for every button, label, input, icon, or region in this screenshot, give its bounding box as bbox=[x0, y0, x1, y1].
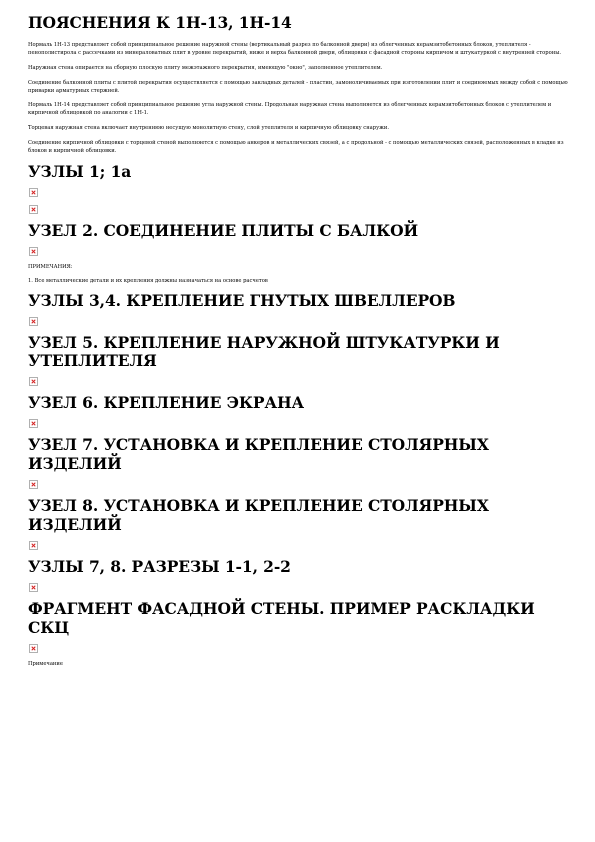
section-heading: УЗЛЫ 3,4. КРЕПЛЕНИЕ ГНУТЫХ ШВЕЛЛЕРОВ bbox=[28, 290, 456, 310]
section-heading: УЗЕЛ 2. СОЕДИНЕНИЕ ПЛИТЫ С БАЛКОЙ bbox=[28, 220, 419, 240]
intro-paragraph: Соединение кирпичной облицовки с торцевой стеной выполняется с помощью анкеров и металлических связей, а с продольной - с помощью металлических связей, расположенных в кладке из блоков и кирпичной облицовки. bbox=[28, 140, 564, 155]
section-note: ПРИМЕЧАНИЯ: bbox=[28, 263, 73, 270]
broken-image-icon[interactable] bbox=[29, 480, 38, 489]
broken-image-icon[interactable] bbox=[29, 541, 38, 550]
intro-paragraph: Нормаль 1Н-14 представляет собой принципиальное решение угла наружной стены. Продольная наружная стена выполняется из облегченных керамзитобетонных блоков с утеплителем и кирпичной облицовкой по аналогии с 1Н-1. bbox=[28, 102, 552, 117]
broken-image-icon[interactable] bbox=[29, 317, 38, 326]
section-heading: УЗЛЫ 1; 1а bbox=[28, 161, 132, 181]
intro-paragraph: Торцевая наружная стена включает внутреннюю несущую монолитную стену, слой утеплителя и кирпичную облицовку снаружи. bbox=[28, 125, 390, 132]
section-heading: УЗЕЛ 7. УСТАНОВКА И КРЕПЛЕНИЕ СТОЛЯРНЫХ ИЗДЕЛИЙ bbox=[28, 435, 489, 474]
section bbox=[28, 436, 568, 489]
intro-paragraph: Соединение балконной плиты с плитой перекрытия осуществляется с помощью закладных деталей - пластин, замоноличиваемых при изготовлении плит и соединяемых между собой с помощью приварки арматурных стержней. bbox=[28, 79, 568, 94]
section bbox=[28, 600, 568, 669]
document-page bbox=[28, 14, 568, 674]
section bbox=[28, 394, 568, 428]
section bbox=[28, 292, 568, 326]
section-heading: ФРАГМЕНТ ФАСАДНОЙ СТЕНЫ. ПРИМЕР РАСКЛАДКИ СКЦ bbox=[28, 598, 535, 637]
intro-paragraph: Нормаль 1Н-13 представляет собой принципиальное решение наружной стены (вертикальный разрез по балконной двери) из облегченных керамзитобетонных блоков, утеплителя - пенополистирола с рассечками из минераловатных плит в уровне перекрытий, ниже и верха балконной двери, облицовки с фасадной стороны кирпичом и штукатуркой с внутренней стороны. bbox=[28, 41, 561, 56]
section-heading: УЗЛЫ 7, 8. РАЗРЕЗЫ 1-1, 2-2 bbox=[28, 556, 291, 576]
section-heading: УЗЕЛ 8. УСТАНОВКА И КРЕПЛЕНИЕ СТОЛЯРНЫХ ИЗДЕЛИЙ bbox=[28, 496, 489, 534]
intro-text bbox=[28, 42, 568, 156]
section-note: Примечание bbox=[28, 660, 63, 667]
broken-image-icon[interactable] bbox=[29, 188, 38, 197]
section bbox=[28, 558, 568, 592]
broken-image-icon[interactable] bbox=[29, 419, 38, 428]
section bbox=[28, 497, 568, 550]
section-note: 1. Все металлические детали и их крепления должны назначаться на основе расчетов bbox=[28, 277, 268, 284]
broken-image-icon[interactable] bbox=[29, 583, 38, 592]
broken-image-icon[interactable] bbox=[29, 247, 38, 256]
broken-image-icon[interactable] bbox=[29, 644, 38, 653]
sections bbox=[28, 163, 568, 669]
section bbox=[28, 334, 568, 387]
section-heading: УЗЕЛ 5. КРЕПЛЕНИЕ НАРУЖНОЙ ШТУКАТУРКИ И УТЕПЛИТЕЛЯ bbox=[28, 332, 500, 371]
section-heading: УЗЕЛ 6. КРЕПЛЕНИЕ ЭКРАНА bbox=[28, 393, 305, 413]
section bbox=[28, 222, 568, 286]
broken-image-icon[interactable] bbox=[29, 377, 38, 386]
intro-paragraph: Наружная стена опирается на сборную плоскую плиту межэтажного перекрытия, имеющую "окно", заполненное утеплителем. bbox=[28, 64, 383, 71]
page-title: ПОЯСНЕНИЯ К 1Н-13, 1Н-14 bbox=[28, 13, 292, 32]
broken-image-icon[interactable] bbox=[29, 205, 38, 214]
section bbox=[28, 163, 568, 214]
